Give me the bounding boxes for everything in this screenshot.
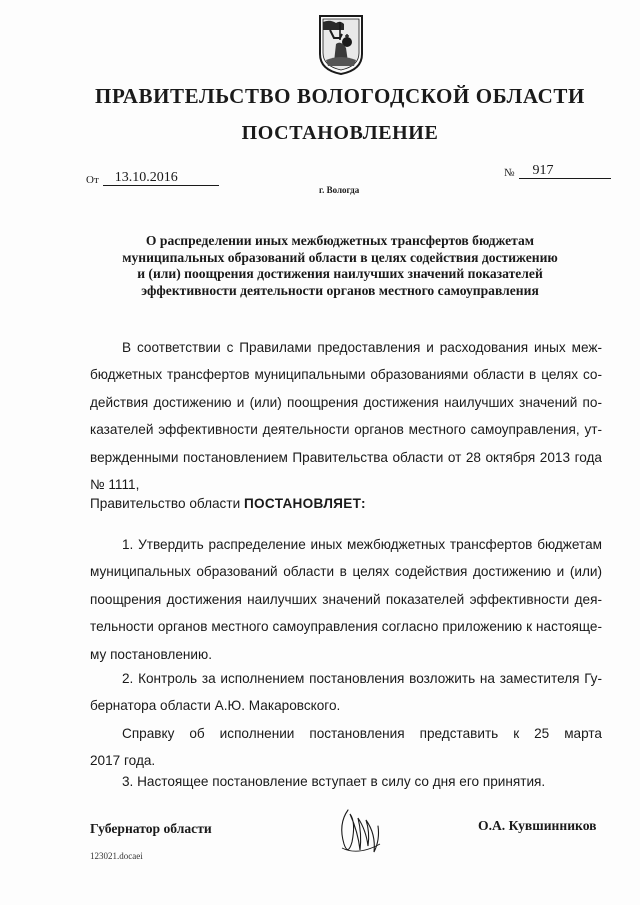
subject-line: муниципальных образований области в целях содействия достижению bbox=[122, 249, 558, 265]
text-line: муниципальных образований области в целях содействия достижению и (или) bbox=[90, 564, 602, 580]
text-line: тельности органов местного самоуправления согласно приложению к настояще- bbox=[90, 619, 602, 635]
subject-line: О распределении иных межбюджетных трансфертов бюджетам bbox=[145, 233, 535, 248]
subject-line: и (или) поощрения достижения наилучших значений показателей bbox=[137, 266, 543, 281]
decree-verb: ПОСТАНОВЛЯЕТ: bbox=[243, 496, 366, 511]
decree-line bbox=[90, 496, 366, 511]
document-subject bbox=[90, 233, 590, 299]
text-line: 3. Настоящее постановление вступает в силу со дня его принятия. bbox=[122, 774, 546, 789]
text-line: бюджетных трансфертов муниципальными образованиями области в целях со- bbox=[90, 367, 602, 383]
coat-of-arms-icon bbox=[318, 14, 364, 76]
signer-title: Губернатор области bbox=[90, 821, 212, 836]
text-line: Справку об исполнении постановления представить к 25 марта bbox=[122, 726, 602, 741]
number-label: № bbox=[504, 167, 515, 179]
file-reference: 123021.docaei bbox=[90, 851, 143, 861]
date-line bbox=[86, 171, 219, 186]
item-2-report-paragraph bbox=[90, 720, 602, 775]
item-2-paragraph bbox=[90, 665, 602, 720]
text-line: 2. Контроль за исполнением постановления возложить на заместителя Гу- bbox=[122, 671, 602, 686]
decree-prefix: Правительство области bbox=[90, 496, 241, 511]
text-line: 2017 года. bbox=[90, 753, 156, 769]
text-line: му постановлению. bbox=[90, 646, 212, 662]
document-number: 917 bbox=[519, 164, 611, 179]
item-1-paragraph bbox=[90, 531, 602, 668]
signature-icon bbox=[334, 804, 386, 860]
text-line: 1. Утвердить распределение иных межбюджетных трансфертов бюджетам bbox=[122, 537, 602, 552]
document-type: ПОСТАНОВЛЕНИЕ bbox=[241, 122, 439, 144]
text-line: действия достижению и (или) поощрения достижения наилучших значений по- bbox=[90, 394, 602, 410]
text-line: казателей эффективности деятельности органов местного самоуправления, ут- bbox=[90, 422, 602, 438]
text-line: бернатора области А.Ю. Макаровского. bbox=[90, 698, 341, 714]
document-date: 13.10.2016 bbox=[103, 171, 219, 186]
text-line: вержденными постановлением Правительства области от 28 октября 2013 года bbox=[90, 449, 602, 465]
preamble-paragraph bbox=[90, 334, 602, 498]
item-3-paragraph bbox=[90, 768, 602, 795]
text-line: В соответствии с Правилами предоставления и расходования иных меж- bbox=[122, 340, 602, 355]
number-line bbox=[504, 164, 611, 179]
government-title: ПРАВИТЕЛЬСТВО ВОЛОГОДСКОЙ ОБЛАСТИ bbox=[95, 84, 585, 108]
date-label: От bbox=[86, 174, 99, 186]
text-line: № 1111, bbox=[90, 477, 140, 493]
subject-line: эффективности деятельности органов местного самоуправления bbox=[141, 282, 539, 298]
signer-name: О.А. Кувшинников bbox=[478, 818, 597, 833]
city: г. Вологда bbox=[319, 185, 360, 195]
text-line: поощрения достижения наилучших значений показателей эффективности дея- bbox=[90, 591, 602, 607]
